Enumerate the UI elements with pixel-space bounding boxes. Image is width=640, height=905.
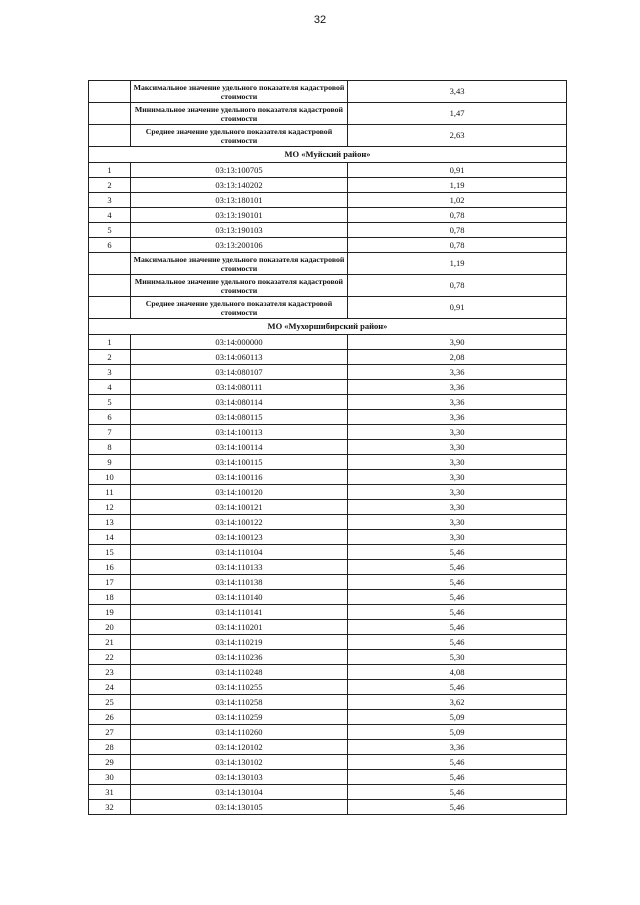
row-number: 18 (89, 590, 131, 605)
cadastral-quarter-code: 03:14:100114 (131, 440, 348, 455)
cadastral-value: 4,08 (348, 665, 567, 680)
cadastral-value: 0,91 (348, 163, 567, 178)
cadastral-quarter-code: 03:14:110255 (131, 680, 348, 695)
cadastral-value: 3,30 (348, 425, 567, 440)
cadastral-value: 5,46 (348, 545, 567, 560)
table-row (89, 238, 567, 253)
cadastral-quarter-code: 03:14:080111 (131, 380, 348, 395)
cadastral-quarter-code: 03:14:110219 (131, 635, 348, 650)
table-row (89, 755, 567, 770)
table-row (89, 800, 567, 815)
row-number: 5 (89, 395, 131, 410)
table-row (89, 163, 567, 178)
summary-value: 0,78 (348, 275, 567, 297)
cadastral-quarter-code: 03:14:100122 (131, 515, 348, 530)
cadastral-value: 5,46 (348, 770, 567, 785)
row-number: 22 (89, 650, 131, 665)
table-row (89, 485, 567, 500)
row-number: 2 (89, 350, 131, 365)
cadastral-quarter-code: 03:14:100116 (131, 470, 348, 485)
table-row (89, 470, 567, 485)
table-row (89, 193, 567, 208)
cadastral-quarter-code: 03:14:130103 (131, 770, 348, 785)
cadastral-quarter-code: 03:14:080115 (131, 410, 348, 425)
cadastral-quarter-code: 03:13:200106 (131, 238, 348, 253)
table-row (89, 425, 567, 440)
row-number: 3 (89, 193, 131, 208)
row-number: 4 (89, 208, 131, 223)
cadastral-value: 5,46 (348, 680, 567, 695)
cadastral-quarter-code: 03:14:110133 (131, 560, 348, 575)
summary-label: Минимальное значение удельного показателя кадастровой стоимости (131, 103, 348, 125)
table-row (89, 620, 567, 635)
summary-label: Среднее значение удельного показателя кадастровой стоимости (131, 125, 348, 147)
table-row (89, 740, 567, 755)
cadastral-quarter-code: 03:14:060113 (131, 350, 348, 365)
row-number: 1 (89, 335, 131, 350)
cadastral-value: 5,09 (348, 725, 567, 740)
table-row (89, 650, 567, 665)
cadastral-quarter-code: 03:14:100115 (131, 455, 348, 470)
row-number: 14 (89, 530, 131, 545)
summary-label: Минимальное значение удельного показателя кадастровой стоимости (131, 275, 348, 297)
row-number: 21 (89, 635, 131, 650)
table-row (89, 515, 567, 530)
cadastral-value: 3,30 (348, 500, 567, 515)
cadastral-quarter-code: 03:14:100120 (131, 485, 348, 500)
section-title: МО «Муйский район» (89, 147, 567, 163)
cadastral-quarter-code: 03:14:110260 (131, 725, 348, 740)
cadastral-quarter-code: 03:14:130105 (131, 800, 348, 815)
cadastral-quarter-code: 03:14:110236 (131, 650, 348, 665)
cadastral-quarter-code: 03:13:180101 (131, 193, 348, 208)
row-number: 24 (89, 680, 131, 695)
summary-value: 0,91 (348, 297, 567, 319)
cadastral-quarter-code: 03:13:100705 (131, 163, 348, 178)
cadastral-value: 3,30 (348, 455, 567, 470)
cadastral-quarter-code: 03:14:080114 (131, 395, 348, 410)
cadastral-quarter-code: 03:13:190103 (131, 223, 348, 238)
row-number: 11 (89, 485, 131, 500)
summary-row (89, 125, 567, 147)
row-number: 4 (89, 380, 131, 395)
summary-row (89, 253, 567, 275)
row-number: 16 (89, 560, 131, 575)
row-number: 30 (89, 770, 131, 785)
cadastral-value: 3,90 (348, 335, 567, 350)
summary-label: Максимальное значение удельного показателя кадастровой стоимости (131, 81, 348, 103)
cadastral-quarter-code: 03:14:100123 (131, 530, 348, 545)
table-row (89, 635, 567, 650)
table-row (89, 560, 567, 575)
cadastral-quarter-code: 03:14:100113 (131, 425, 348, 440)
cadastral-value: 3,36 (348, 740, 567, 755)
table-row (89, 410, 567, 425)
summary-number-cell (89, 103, 131, 125)
row-number: 23 (89, 665, 131, 680)
cadastral-quarter-code: 03:14:110248 (131, 665, 348, 680)
cadastral-value: 1,19 (348, 178, 567, 193)
cadastral-quarter-code: 03:13:190101 (131, 208, 348, 223)
cadastral-value: 0,78 (348, 208, 567, 223)
cadastral-quarter-code: 03:14:000000 (131, 335, 348, 350)
summary-row (89, 275, 567, 297)
cadastral-value: 3,36 (348, 395, 567, 410)
cadastral-quarter-code: 03:14:110141 (131, 605, 348, 620)
row-number: 12 (89, 500, 131, 515)
table-row (89, 380, 567, 395)
cadastral-quarter-code: 03:14:080107 (131, 365, 348, 380)
row-number: 15 (89, 545, 131, 560)
summary-value: 1,47 (348, 103, 567, 125)
table-row (89, 178, 567, 193)
row-number: 7 (89, 425, 131, 440)
row-number: 19 (89, 605, 131, 620)
summary-value: 3,43 (348, 81, 567, 103)
row-number: 13 (89, 515, 131, 530)
cadastral-value: 1,02 (348, 193, 567, 208)
cadastral-value: 3,30 (348, 515, 567, 530)
cadastral-quarter-code: 03:14:110138 (131, 575, 348, 590)
section-header-row (89, 147, 567, 163)
cadastral-value-table (88, 80, 567, 815)
cadastral-quarter-code: 03:14:130102 (131, 755, 348, 770)
row-number: 25 (89, 695, 131, 710)
section-title: МО «Мухоршибирский район» (89, 319, 567, 335)
table-row (89, 545, 567, 560)
table-row (89, 710, 567, 725)
row-number: 10 (89, 470, 131, 485)
cadastral-value: 3,30 (348, 470, 567, 485)
row-number: 26 (89, 710, 131, 725)
table-row (89, 208, 567, 223)
cadastral-value: 3,30 (348, 485, 567, 500)
table-row (89, 575, 567, 590)
row-number: 29 (89, 755, 131, 770)
row-number: 17 (89, 575, 131, 590)
table-row (89, 785, 567, 800)
cadastral-quarter-code: 03:14:130104 (131, 785, 348, 800)
table-row (89, 350, 567, 365)
summary-row (89, 103, 567, 125)
table-row (89, 395, 567, 410)
cadastral-value: 5,46 (348, 620, 567, 635)
table-body (89, 81, 567, 815)
row-number: 2 (89, 178, 131, 193)
cadastral-quarter-code: 03:13:140202 (131, 178, 348, 193)
row-number: 31 (89, 785, 131, 800)
table-row (89, 695, 567, 710)
cadastral-value: 3,36 (348, 410, 567, 425)
cadastral-quarter-code: 03:14:110201 (131, 620, 348, 635)
row-number: 20 (89, 620, 131, 635)
table-row (89, 725, 567, 740)
row-number: 5 (89, 223, 131, 238)
summary-number-cell (89, 125, 131, 147)
cadastral-value: 2,08 (348, 350, 567, 365)
cadastral-value: 5,46 (348, 590, 567, 605)
row-number: 3 (89, 365, 131, 380)
table-row (89, 590, 567, 605)
cadastral-quarter-code: 03:14:120102 (131, 740, 348, 755)
cadastral-value: 5,46 (348, 800, 567, 815)
cadastral-value: 5,46 (348, 575, 567, 590)
table-row (89, 365, 567, 380)
page-number: 32 (313, 14, 327, 26)
table-row (89, 335, 567, 350)
cadastral-value: 3,30 (348, 530, 567, 545)
table-row (89, 665, 567, 680)
row-number: 9 (89, 455, 131, 470)
row-number: 6 (89, 238, 131, 253)
table-row (89, 455, 567, 470)
cadastral-value: 5,46 (348, 605, 567, 620)
row-number: 1 (89, 163, 131, 178)
row-number: 28 (89, 740, 131, 755)
summary-number-cell (89, 81, 131, 103)
summary-number-cell (89, 275, 131, 297)
row-number: 6 (89, 410, 131, 425)
cadastral-value: 5,30 (348, 650, 567, 665)
cadastral-value: 5,46 (348, 755, 567, 770)
cadastral-quarter-code: 03:14:110259 (131, 710, 348, 725)
table-row (89, 223, 567, 238)
summary-number-cell (89, 297, 131, 319)
cadastral-value: 5,09 (348, 710, 567, 725)
row-number: 8 (89, 440, 131, 455)
summary-label: Максимальное значение удельного показателя кадастровой стоимости (131, 253, 348, 275)
cadastral-value: 0,78 (348, 238, 567, 253)
row-number: 27 (89, 725, 131, 740)
table-row (89, 680, 567, 695)
cadastral-value: 3,30 (348, 440, 567, 455)
summary-label: Среднее значение удельного показателя кадастровой стоимости (131, 297, 348, 319)
row-number: 32 (89, 800, 131, 815)
table-row (89, 770, 567, 785)
cadastral-value: 5,46 (348, 785, 567, 800)
table-row (89, 530, 567, 545)
summary-number-cell (89, 253, 131, 275)
table-row (89, 440, 567, 455)
cadastral-quarter-code: 03:14:110140 (131, 590, 348, 605)
summary-value: 2,63 (348, 125, 567, 147)
cadastral-value: 5,46 (348, 635, 567, 650)
cadastral-value: 3,62 (348, 695, 567, 710)
section-header-row (89, 319, 567, 335)
table-row (89, 500, 567, 515)
cadastral-value: 0,78 (348, 223, 567, 238)
summary-row (89, 81, 567, 103)
summary-value: 1,19 (348, 253, 567, 275)
table-row (89, 605, 567, 620)
cadastral-quarter-code: 03:14:110104 (131, 545, 348, 560)
cadastral-value: 5,46 (348, 560, 567, 575)
cadastral-value: 3,36 (348, 380, 567, 395)
cadastral-quarter-code: 03:14:110258 (131, 695, 348, 710)
summary-row (89, 297, 567, 319)
cadastral-quarter-code: 03:14:100121 (131, 500, 348, 515)
cadastral-value: 3,36 (348, 365, 567, 380)
